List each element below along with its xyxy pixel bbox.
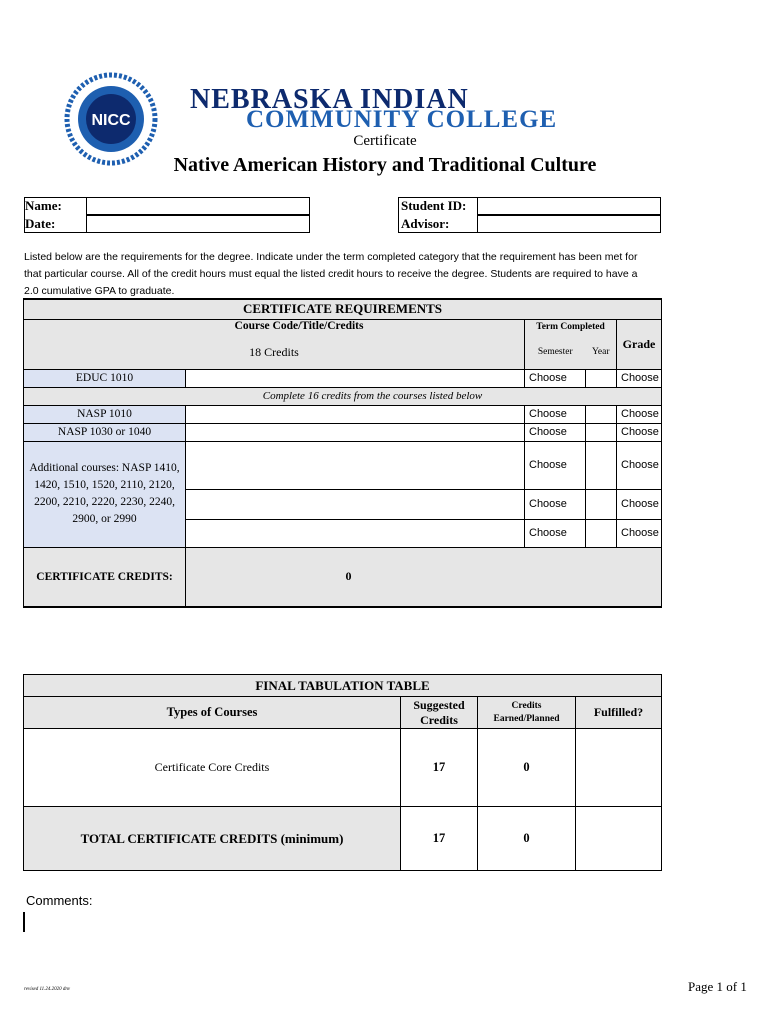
core-suggested-credits: 17 [401,729,478,807]
nasp1030-year-field[interactable] [586,423,617,441]
nasp1030-semester-select[interactable]: Choose [525,423,586,441]
nasp1010-label: NASP 1010 [24,405,186,423]
date-label: Date: [25,216,56,231]
student-id-field[interactable] [477,197,661,215]
svg-text:NICC: NICC [91,112,131,129]
document-type: Certificate [353,133,417,149]
educ-course-label: EDUC 1010 [24,369,186,387]
final-table-title: FINAL TABULATION TABLE [24,675,662,697]
nasp1030-grade-select[interactable]: Choose [617,423,662,441]
complete-credits-note: Complete 16 credits from the courses listed below [24,387,662,405]
core-credits-label: Certificate Core Credits [24,729,401,807]
advisor-label: Advisor: [401,216,450,231]
revised-note: revised 11.24.2020 dnv [24,987,71,992]
date-label-frame [24,197,87,233]
additional-year-field-3[interactable] [586,519,617,547]
intro-paragraph: Listed below are the requirements for the degree. Indicate under the term completed category that the requirement has been met for that particular course. All of the credit hours must equal the listed credit hours to receive the degree. Students are required to have a 2.0 cumulative GPA to graduate. [24,251,638,297]
grade-header: Grade [617,319,662,369]
fulfilled-header: Fulfilled? [576,697,662,729]
total-suggested-credits: 17 [401,807,478,871]
additional-courses-label: Additional courses: NASP 1410, 1420, 1510, 1520, 2110, 2120, 2200, 2210, 2220, 2230, 2240, 2900, or 2990 [24,441,186,547]
core-earned-credits: 0 [478,729,576,807]
comments-field[interactable] [23,912,25,932]
types-of-courses-header: Types of Courses [24,697,401,729]
college-name-line1: NEBRASKA INDIAN [190,84,469,115]
name-label: Name: [25,198,62,213]
core-fulfilled-field[interactable] [576,729,662,807]
additional-semester-select-3[interactable]: Choose [525,519,586,547]
name-field[interactable] [86,197,310,215]
total-fulfilled-field[interactable] [576,807,662,871]
additional-semester-select-2[interactable]: Choose [525,489,586,519]
semester-header: Semester [525,335,586,369]
year-header: Year [586,335,617,369]
college-seal-logo [64,72,158,166]
additional-grade-select-3[interactable]: Choose [617,519,662,547]
additional-semester-select-1[interactable]: Choose [525,441,586,489]
total-earned-credits: 0 [478,807,576,871]
educ-semester-select[interactable]: Choose [525,369,586,387]
additional-title-field-1[interactable] [186,441,525,489]
suggested-credits-header: Suggested Credits [401,697,478,729]
nasp1010-year-field[interactable] [586,405,617,423]
certificate-credits-value: 0 [186,547,662,607]
term-completed-header: Term Completed [525,319,617,335]
additional-grade-select-2[interactable]: Choose [617,489,662,519]
requirements-title: CERTIFICATE REQUIREMENTS [24,299,662,319]
nasp1030-title-field[interactable] [186,423,525,441]
educ-year-field[interactable] [586,369,617,387]
nasp1030-label: NASP 1030 or 1040 [24,423,186,441]
course-col-header: Course Code/Title/Credits 18 Credits [24,319,525,369]
page-number: Page 1 of 1 [688,979,747,994]
additional-title-field-3[interactable] [186,519,525,547]
certificate-requirements-table [23,298,662,608]
educ-grade-select[interactable]: Choose [617,369,662,387]
advisor-field[interactable] [477,215,661,233]
college-name-line2: COMMUNITY COLLEGE [246,106,558,133]
nasp1010-title-field[interactable] [186,405,525,423]
educ-title-field[interactable] [186,369,525,387]
additional-year-field-1[interactable] [586,441,617,489]
additional-title-field-2[interactable] [186,489,525,519]
nasp1010-grade-select[interactable]: Choose [617,405,662,423]
total-credits-label: TOTAL CERTIFICATE CREDITS (minimum) [24,807,401,871]
nasp1010-semester-select[interactable]: Choose [525,405,586,423]
credits-earned-header: Credits Earned/Planned [478,697,576,729]
certificate-credits-label: CERTIFICATE CREDITS: [24,547,186,607]
additional-year-field-2[interactable] [586,489,617,519]
comments-label: Comments: [26,893,93,908]
student-id-label: Student ID: [401,198,467,213]
program-title: Native American History and Traditional Culture [173,154,597,176]
additional-grade-select-1[interactable]: Choose [617,441,662,489]
date-field[interactable] [86,215,310,233]
final-tabulation-table [23,674,662,871]
